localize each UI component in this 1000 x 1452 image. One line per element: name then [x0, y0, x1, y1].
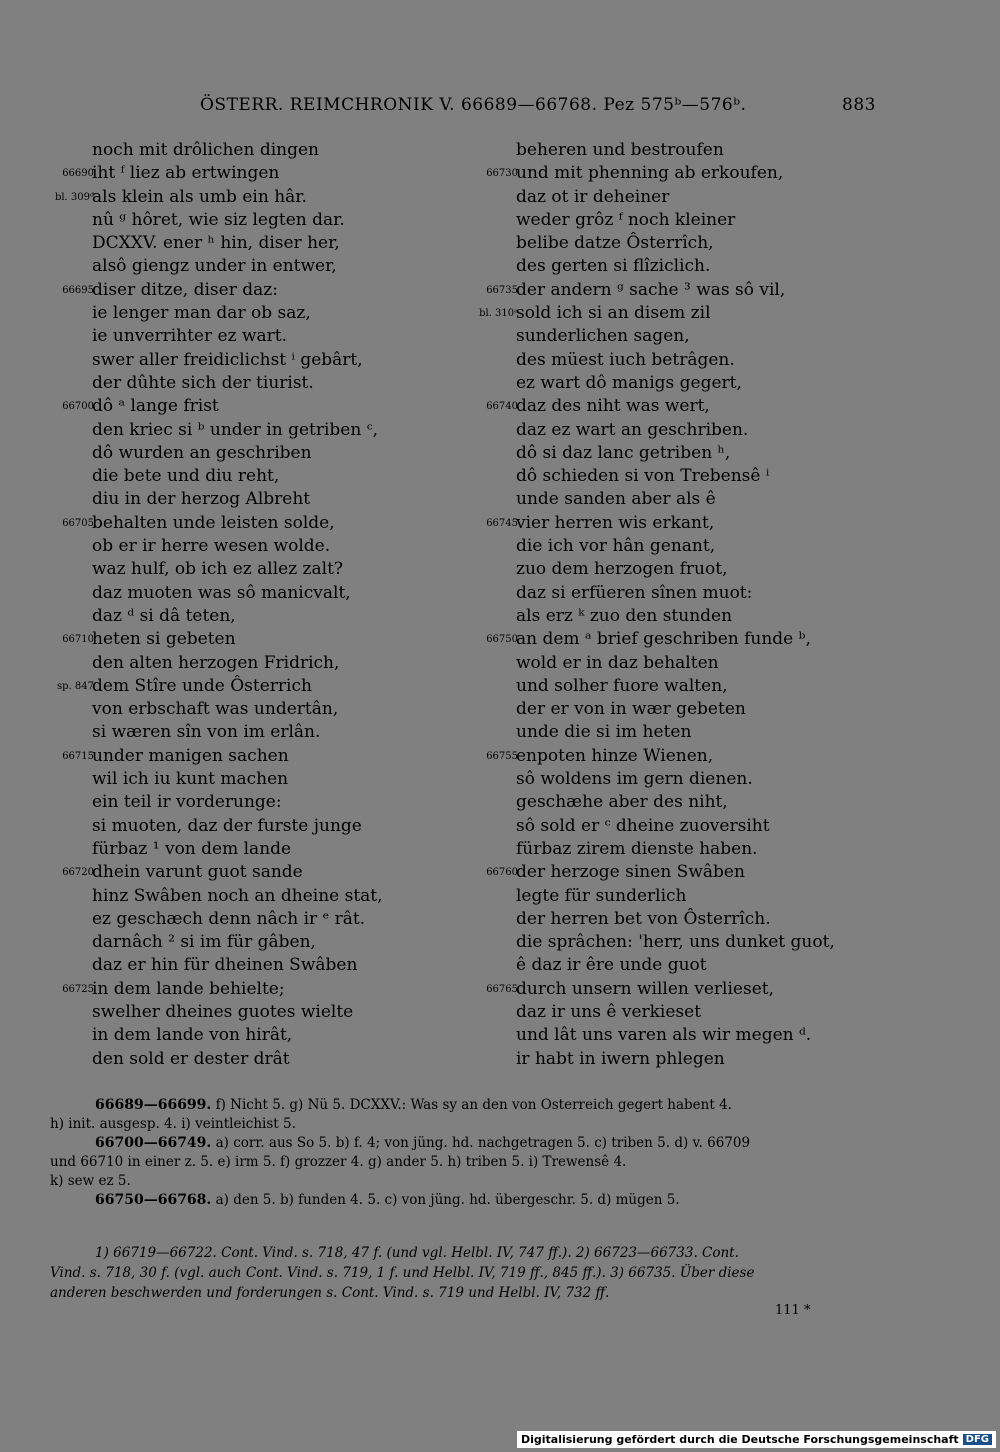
verse-line [54, 791, 484, 814]
verse-text: der dûhte sich der tiurist. [92, 372, 314, 393]
verse-line [54, 745, 484, 768]
apparatus-line [50, 1134, 875, 1153]
apparatus-range: 66689—66699. [95, 1097, 212, 1113]
verse-line [54, 652, 484, 675]
verse-text: sô woldens im gern dienen. [516, 769, 753, 790]
verse-line [54, 698, 484, 721]
verse-text: daz ot ir deheiner [516, 186, 670, 207]
verse-line [478, 465, 908, 488]
line-number: 66755 [486, 750, 518, 762]
verse-line [478, 931, 908, 954]
verse-text: die sprâchen: 'herr, uns dunket guot, [516, 932, 835, 953]
verse-text: daz ir uns ê verkieset [516, 1001, 702, 1022]
verse-text: unde sanden aber als ê [516, 489, 716, 510]
verse-text: des gerten si flîziclich. [516, 256, 711, 277]
running-title: ÖSTERR. REIMCHRONIK V. 66689—66768. Pez 575ᵇ—576ᵇ. [200, 95, 747, 115]
verse-text: diser ditze, diser daz: [92, 279, 278, 300]
verse-text: swelher dheines guotes wielte [92, 1001, 354, 1022]
verse-line [54, 628, 484, 651]
verse-line [478, 255, 908, 278]
verse-text: si muoten, daz der furste junge [92, 815, 362, 836]
apparatus-line [50, 1153, 875, 1172]
verse-text: enpoten hinze Wienen, [516, 745, 714, 766]
verse-line [478, 302, 908, 325]
apparatus-range: 66750—66768. [95, 1192, 212, 1208]
apparatus-text: f) Nicht 5. g) Nü 5. DCXXV.: Was sy an den von Osterreich gegert habent 4. [211, 1097, 732, 1113]
verse-text: als klein als umb ein hâr. [92, 186, 307, 207]
verse-line [54, 442, 484, 465]
verse-line [54, 954, 484, 977]
verse-text: ein teil ir vorderunge: [92, 792, 282, 813]
verse-text: wil ich iu kunt machen [92, 769, 289, 790]
verse-text: DCXXV. ener ʰ hin, diser her, [92, 233, 340, 254]
verse-text: legte für sunderlich [516, 885, 687, 906]
verse-line [478, 628, 908, 651]
verse-line [478, 162, 908, 185]
line-number: 66750 [486, 634, 518, 646]
footer-text: Digitalisierung gefördert durch die Deutsche Forschungsgemeinschaft [520, 1433, 959, 1446]
verse-line [478, 791, 908, 814]
verse-text: daz ᵈ si dâ teten, [92, 605, 236, 626]
line-number: 66765 [486, 983, 518, 995]
line-number: sp. 847 [57, 680, 94, 692]
verse-text: belibe datze Ôsterrîch, [516, 233, 714, 254]
verse-text: dhein varunt guot sande [92, 862, 303, 883]
verse-line [54, 582, 484, 605]
verse-text: ie lenger man dar ob saz, [92, 303, 311, 324]
verse-text: in dem lande von hirât, [92, 1025, 293, 1046]
verse-line [54, 1048, 484, 1071]
apparatus-line [50, 1172, 875, 1191]
verse-line [54, 349, 484, 372]
line-number: bl. 310ᵃ [479, 308, 518, 320]
verse-text: wold er in daz behalten [516, 652, 719, 673]
verse-line [54, 186, 484, 209]
footnote-line: Vind. s. 718, 30 f. (vgl. auch Cont. Vind. s. 719, 1 f. und Helbl. IV, 719 ff., 845 ff.). 3) 66735. Über diese [50, 1265, 755, 1281]
verse-line [478, 698, 908, 721]
apparatus-text: a) corr. aus So 5. b) f. 4; von jüng. hd. nachgetragen 5. c) triben 5. d) v. 66709 [211, 1135, 751, 1151]
verse-line [478, 954, 908, 977]
verse-line [478, 1048, 908, 1071]
verse-text: ez wart dô manigs gegert, [516, 372, 742, 393]
verse-line [54, 978, 484, 1001]
verse-text: die bete und diu reht, [92, 466, 280, 487]
verse-line [54, 1001, 484, 1024]
verse-text: diu in der herzog Albreht [92, 489, 311, 510]
verse-line [54, 209, 484, 232]
footnotes [50, 1243, 875, 1303]
verse-line [478, 209, 908, 232]
line-number: 66695 [62, 284, 94, 296]
verse-text: sô sold er ᶜ dheine zuoversiht [516, 815, 770, 836]
verse-line [478, 1001, 908, 1024]
verse-text: dô schieden si von Trebensê ⁱ [516, 466, 770, 487]
verse-line [478, 1024, 908, 1047]
verse-line [478, 442, 908, 465]
verse-text: der andern ᵍ sache ³ was sô vil, [516, 279, 786, 300]
verse-text: alsô giengz under in entwer, [92, 256, 337, 277]
verse-line [54, 162, 484, 185]
line-number: 66710 [62, 634, 94, 646]
verse-line [54, 861, 484, 884]
verse-line [54, 768, 484, 791]
left-verse-column [54, 139, 484, 1071]
verse-text: under manigen sachen [92, 745, 289, 766]
verse-line [478, 885, 908, 908]
verse-text: dô si daz lanc getriben ʰ, [516, 442, 731, 463]
verse-line [478, 279, 908, 302]
verse-line [54, 908, 484, 931]
apparatus-line [50, 1096, 875, 1115]
verse-line [478, 675, 908, 698]
apparatus-text: a) den 5. b) funden 4. 5. c) von jüng. hd. übergeschr. 5. d) mügen 5. [211, 1192, 680, 1208]
verse-line [478, 395, 908, 418]
verse-line [54, 372, 484, 395]
verse-line [478, 186, 908, 209]
verse-line [478, 419, 908, 442]
verse-text: der herzoge sinen Swâben [516, 862, 745, 883]
verse-text: in dem lande behielte; [92, 978, 285, 999]
verse-line [478, 768, 908, 791]
verse-line [478, 745, 908, 768]
verse-text: zuo dem herzogen fruot, [516, 559, 728, 580]
apparatus-text: k) sew ez 5. [50, 1173, 131, 1189]
verse-line [54, 558, 484, 581]
line-number: 66735 [486, 284, 518, 296]
verse-line [478, 721, 908, 744]
line-number: 66720 [62, 867, 94, 879]
verse-text: ê daz ir êre unde guot [516, 955, 707, 976]
verse-text: noch mit drôlichen dingen [92, 140, 320, 160]
verse-text: und solher fuore walten, [516, 675, 728, 696]
verse-line [478, 978, 908, 1001]
verse-text: und lât uns varen als wir megen ᵈ. [516, 1025, 812, 1046]
verse-text: dem Stîre unde Ôsterrich [92, 675, 312, 696]
verse-text: der er von in wær gebeten [516, 699, 746, 720]
signature-mark: 111 * [775, 1303, 811, 1318]
verse-line [54, 325, 484, 348]
verse-text: sold ich si an disem zil [516, 303, 711, 324]
critical-apparatus [50, 1096, 875, 1210]
apparatus-line [50, 1191, 875, 1210]
verse-line [478, 372, 908, 395]
verse-text: daz muoten was sô manicvalt, [92, 582, 351, 603]
verse-text: und mit phenning ab erkoufen, [516, 163, 784, 184]
footnote-line: anderen beschwerden und forderungen s. Cont. Vind. s. 719 und Helbl. IV, 732 ff. [50, 1285, 610, 1301]
apparatus-line [50, 1115, 875, 1134]
line-number: 66705 [62, 517, 94, 529]
verse-line [478, 535, 908, 558]
verse-line [54, 419, 484, 442]
verse-line [54, 721, 484, 744]
verse-text: durch unsern willen verlieset, [516, 978, 775, 999]
verse-line [478, 652, 908, 675]
verse-line [54, 535, 484, 558]
verse-line [54, 255, 484, 278]
verse-text: des müest iuch betrâgen. [516, 349, 735, 370]
page-header [0, 95, 1000, 119]
verse-line [54, 139, 484, 162]
verse-line [478, 349, 908, 372]
verse-text: dô ᵃ lange frist [92, 396, 219, 417]
line-number: bl. 309ᵈ [54, 191, 94, 203]
verse-text: daz si erfüeren sînen muot: [516, 582, 753, 603]
line-number: 66690 [62, 168, 94, 180]
verse-line [478, 139, 908, 162]
verse-text: den kriec si ᵇ under in getriben ᶜ, [92, 419, 378, 440]
verse-line [478, 488, 908, 511]
verse-text: swer aller freidiclichst ⁱ gebârt, [92, 349, 363, 370]
digitization-footer [517, 1431, 996, 1448]
verse-text: si wæren sîn von im erlân. [92, 722, 321, 743]
verse-line [54, 512, 484, 535]
page-number: 883 [842, 95, 876, 115]
verse-text: geschæhe aber des niht, [516, 792, 728, 813]
verse-text: ez geschæch denn nâch ir ᵉ rât. [92, 908, 366, 929]
verse-line [54, 465, 484, 488]
verse-text: als erz ᵏ zuo den stunden [516, 605, 733, 626]
verse-text: ob er ir herre wesen wolde. [92, 536, 331, 557]
verse-line [478, 582, 908, 605]
verse-line [54, 931, 484, 954]
verse-text: die ich vor hân genant, [516, 536, 716, 557]
line-number: 66700 [62, 401, 94, 413]
verse-line [478, 838, 908, 861]
verse-text: darnâch ² si im für gâben, [92, 932, 316, 953]
line-number: 66760 [486, 867, 518, 879]
verse-text: daz ez wart an geschriben. [516, 419, 749, 440]
verse-line [478, 815, 908, 838]
verse-text: daz des niht was wert, [516, 396, 710, 417]
verse-text: heten si gebeten [92, 629, 236, 650]
verse-text: ir habt in iwern phlegen [516, 1048, 725, 1069]
verse-text: fürbaz zirem dienste haben. [516, 838, 758, 859]
verse-text: den sold er dester drât [92, 1048, 290, 1069]
verse-text: den alten herzogen Fridrich, [92, 652, 340, 673]
verse-line [54, 885, 484, 908]
verse-text: sunderlichen sagen, [516, 326, 690, 347]
line-number: 66740 [486, 401, 518, 413]
verse-line [54, 675, 484, 698]
footnote-line: 1) 66719—66722. Cont. Vind. s. 718, 47 f. (und vgl. Helbl. IV, 747 ff.). 2) 66723—66733. Cont. [95, 1245, 739, 1261]
dfg-logo: DFG [963, 1434, 992, 1445]
apparatus-text: h) init. ausgesp. 4. i) veintleichist 5. [50, 1116, 296, 1132]
verse-line [54, 815, 484, 838]
verse-line [54, 488, 484, 511]
verse-line [54, 838, 484, 861]
verse-text: fürbaz ¹ von dem lande [92, 838, 292, 859]
verse-text: behalten unde leisten solde, [92, 512, 335, 533]
verse-line [478, 861, 908, 884]
verse-line [54, 302, 484, 325]
right-verse-column [478, 139, 908, 1071]
verse-text: dô wurden an geschriben [92, 442, 312, 463]
verse-text: an dem ᵃ brief geschriben funde ᵇ, [516, 629, 811, 650]
apparatus-range: 66700—66749. [95, 1135, 212, 1151]
verse-text: beheren und bestroufen [516, 140, 724, 160]
verse-text: unde die si im heten [516, 722, 692, 743]
verse-text: der herren bet von Ôsterrîch. [516, 908, 771, 929]
verse-line [478, 558, 908, 581]
verse-text: iht ᶠ liez ab ertwingen [92, 163, 280, 184]
verse-text: nû ᵍ hôret, wie siz legten dar. [92, 209, 345, 230]
verse-line [54, 279, 484, 302]
line-number: 66725 [62, 983, 94, 995]
verse-line [54, 395, 484, 418]
line-number: 66715 [62, 750, 94, 762]
verse-text: ie unverrihter ez wart. [92, 326, 287, 347]
verse-text: waz hulf, ob ich ez allez zalt? [92, 559, 344, 580]
line-number: 66730 [486, 168, 518, 180]
verse-line [478, 512, 908, 535]
verse-text: daz er hin für dheinen Swâben [92, 955, 358, 976]
verse-line [54, 1024, 484, 1047]
verse-line [478, 908, 908, 931]
verse-text: von erbschaft was undertân, [92, 699, 339, 720]
verse-line [54, 232, 484, 255]
verse-line [478, 232, 908, 255]
verse-line [54, 605, 484, 628]
verse-line [478, 325, 908, 348]
verse-text: hinz Swâben noch an dheine stat, [92, 885, 383, 906]
apparatus-text: und 66710 in einer z. 5. e) irm 5. f) grozzer 4. g) ander 5. h) triben 5. i) Trewensê 4. [50, 1154, 627, 1170]
verse-line [478, 605, 908, 628]
verse-text: weder grôz ᶠ noch kleiner [516, 209, 736, 230]
verse-text: vier herren wis erkant, [516, 512, 715, 533]
line-number: 66745 [486, 517, 518, 529]
